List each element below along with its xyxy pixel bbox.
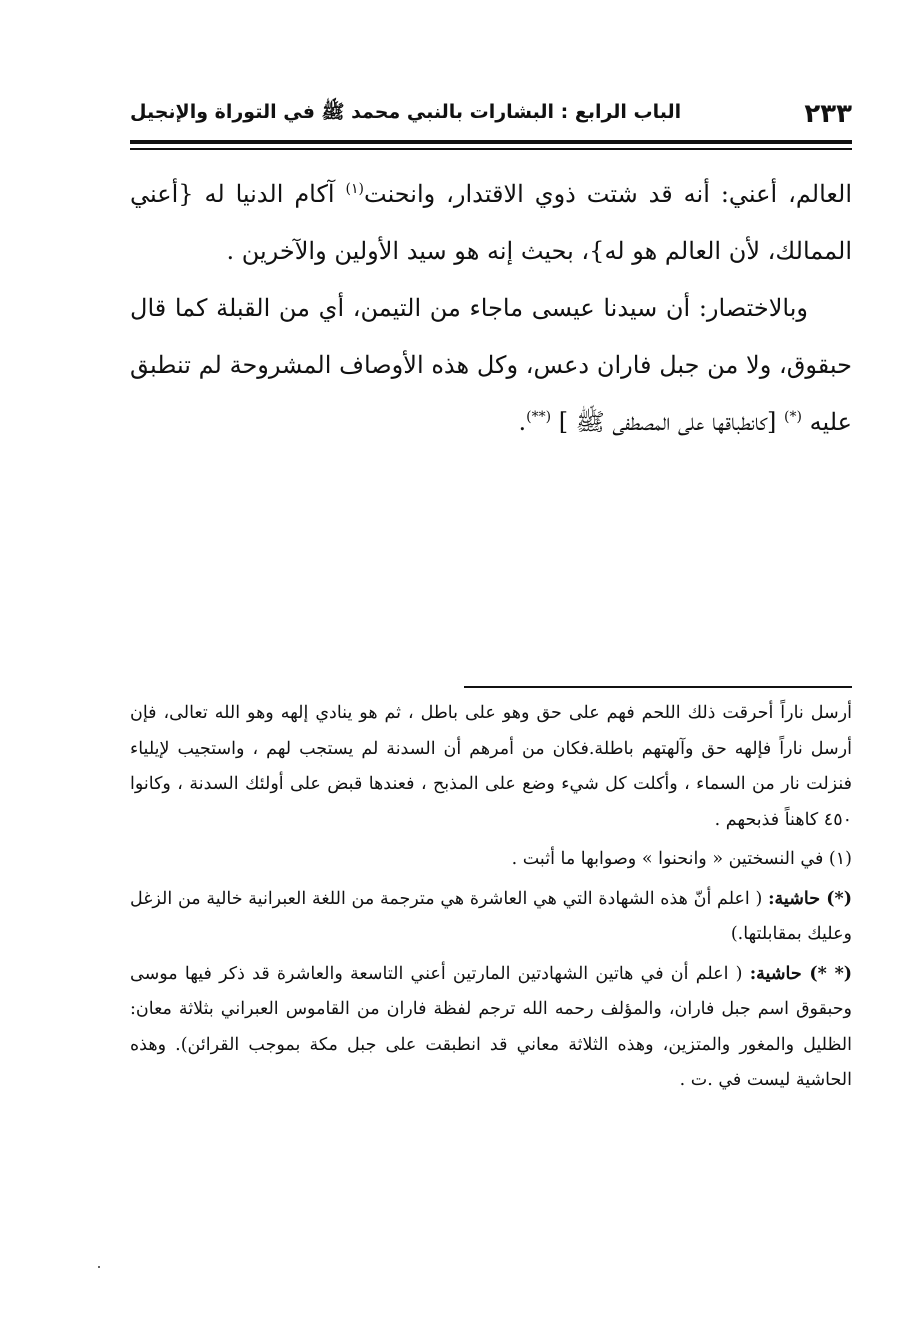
footnote-double-star <box>130 957 852 1099</box>
footnote-mark: (* *) حاشية: <box>749 963 853 984</box>
footnote-star <box>130 882 852 953</box>
text-run: وبالاختصار: أن سيدنا عيسى ماجاء من التيمن، أي من القبلة كما قال حبقوق، ولا من جبل فاران دعس، وكل هذه الأوصاف المشروحة لم تنطبق عليه <box>130 294 852 436</box>
page-header <box>130 96 852 132</box>
footnote-ref-1: (١) <box>345 181 364 197</box>
footnote-text: ( اعلم أنّ هذه الشهادة التي هي العاشرة هي مترجمة من اللغة العبرانية خالية من الزغل وعليك بمقابلتها.) <box>130 888 852 944</box>
text-run: [كانطباقها على المصطفى ﷺ ] <box>551 408 785 436</box>
paragraph <box>130 166 852 280</box>
main-text <box>130 166 852 451</box>
header-rule-thin <box>130 148 852 150</box>
paragraph <box>130 280 852 451</box>
footnote-1: (١) في النسختين « وانحنوا » وصوابها ما أثبت . <box>511 849 852 869</box>
footnote-ref-double-star: (**) <box>526 409 552 425</box>
text-run: آكام الدنيا له {أعني الممالك، لأن العالم هو له}، بحيث إنه هو سيد الأولين والآخرين . <box>130 180 852 265</box>
text-run: العالم، أعني: أنه قد شتت ذوي الاقتدار، وانحنت <box>364 180 852 208</box>
running-title: الباب الرابع : البشارات بالنبي محمد ﷺ في التوراة والإنجيل <box>130 101 682 123</box>
footnote-continuation: أرسل ناراً أحرقت ذلك اللحم فهم على حق وهو على باطل ، ثم هو ينادي إلهه وهو الله تعالى، فإن أرسل ناراً فإلهه حق وآلهتهم باطلة.فكان من أمرهم أن السدنة لم يستجب لهم ، واستجيب لإيلياء فنزلت نار من السماء ، وأكلت كل شيء وضع على المذبح ، فعندها قبض على أولئك السدنة ، وكانوا ٤٥٠ كاهناً فذبحهم . <box>130 703 852 830</box>
footnote-text: ( اعلم أن في هاتين الشهادتين المارتين أعني التاسعة والعاشرة قد ذكر فيها موسى وحبقوق اسم جبل فاران، والمؤلف رحمه الله ترجم لفظة فاران من القاموس العبراني بثلاثة معان: الظليل والمغور والمتزين، وهذه الثلاثة معاني قد انطبقت على جبل مكة بموجب القرائن). وهذه الحاشية ليست في .ت . <box>130 963 852 1090</box>
footnote-ref-star: (*) <box>784 409 802 425</box>
header-rule-thick <box>130 140 852 144</box>
footnote-separator <box>464 686 852 688</box>
footnote-mark: (*) حاشية: <box>768 888 852 909</box>
page-number: ٢٣٣ <box>804 99 852 129</box>
footnotes <box>130 696 852 1099</box>
text-run: . <box>518 408 527 436</box>
scan-speck <box>98 1266 100 1268</box>
